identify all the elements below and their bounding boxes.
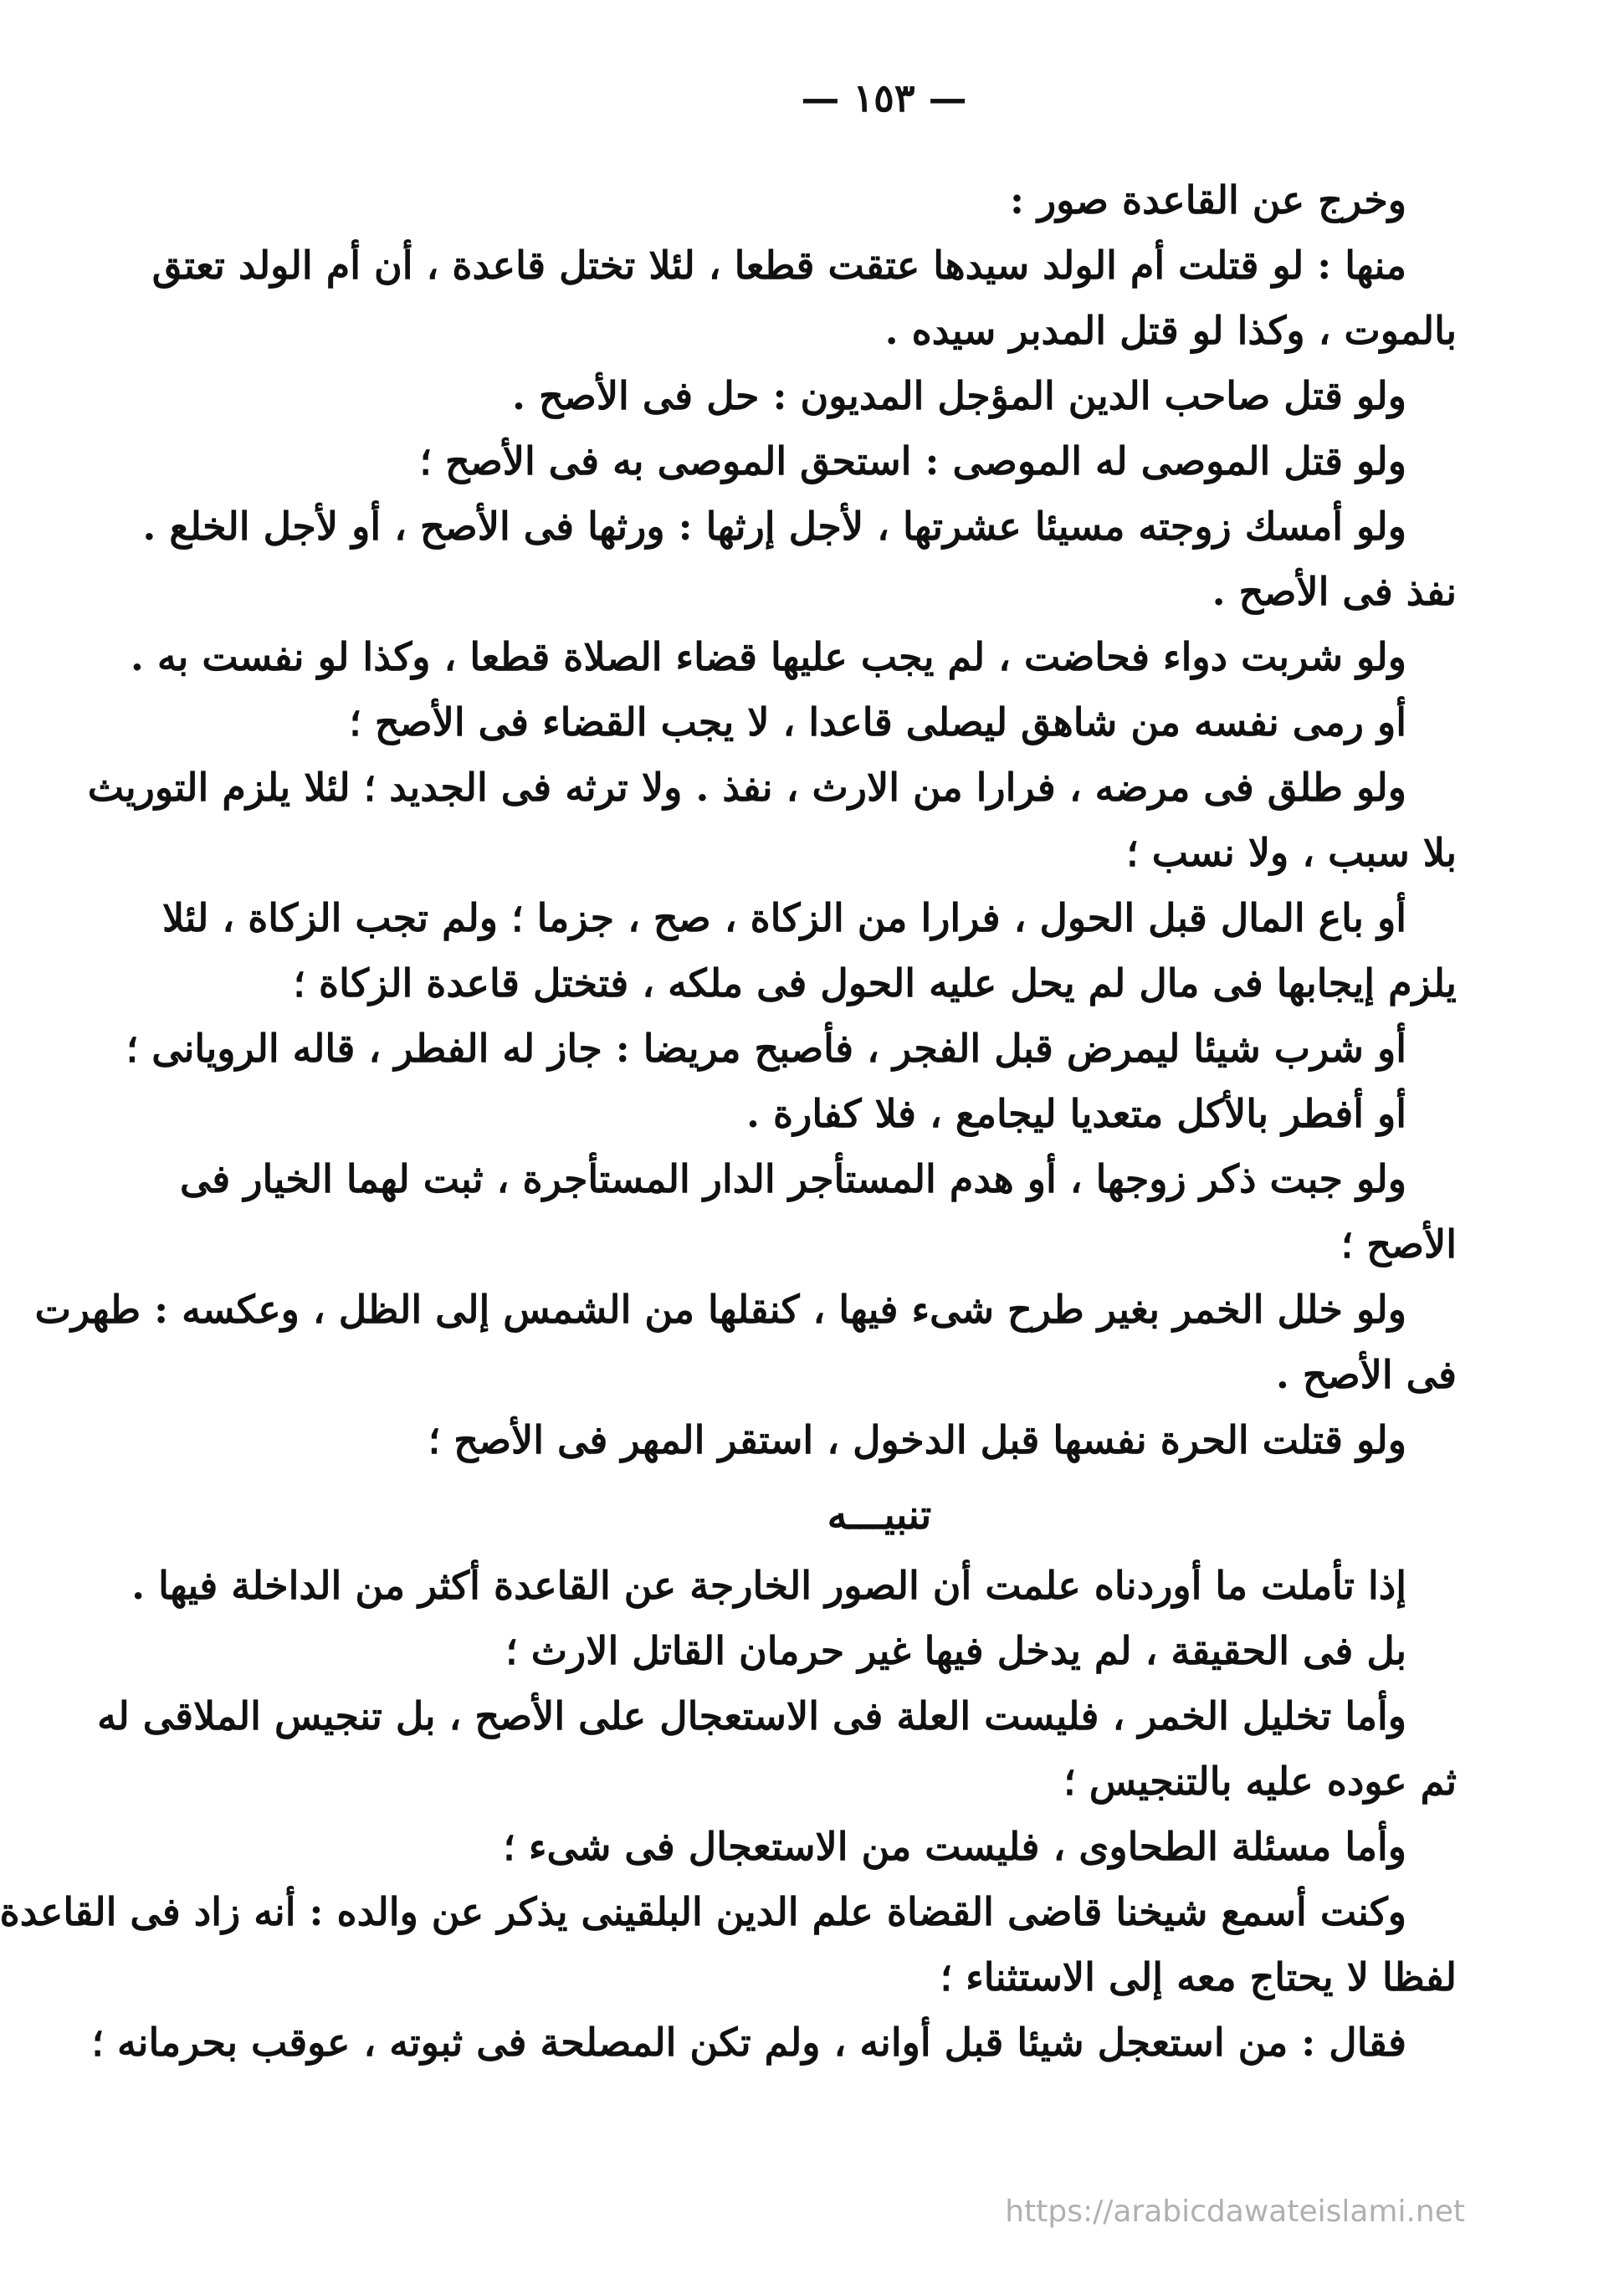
text-line: وكنت أسمع شيخنا قاضى القضاة علم الدين البلقينى يذكر عن والده : أنه زاد فى القاعدة — [0, 1889, 1406, 1934]
text-line: ولو قتلت الحرة نفسها قبل الدخول ، استقر المهر فى الأصح ؛ — [428, 1417, 1406, 1462]
text-line: ثم عوده عليه بالتنجيس ؛ — [1063, 1759, 1457, 1804]
text-line: منها : لو قتلت أم الولد سيدها عتقت قطعا ، لئلا تختل قاعدة ، أن أم الولد تعتق — [151, 243, 1406, 288]
text-line: بلا سبب ، ولا نسب ؛ — [1126, 830, 1457, 875]
text-line: أو باع المال قبل الحول ، فرارا من الزكاة ، صح ، جزما ؛ ولم تجب الزكاة ، لئلا — [161, 895, 1406, 940]
text-line: وأما مسئلة الطحاوى ، فليست من الاستعجال فى شىء ؛ — [503, 1824, 1406, 1869]
text-line: بل فى الحقيقة ، لم يدخل فيها غير حرمان القاتل الارث ؛ — [505, 1628, 1406, 1673]
text-line: إذا تأملت ما أوردناه علمت أن الصور الخارجة عن القاعدة أكثر من الداخلة فيها . — [131, 1563, 1406, 1608]
text-line: ولو قتل الموصى له الموصى : استحق الموصى به فى الأصح ؛ — [419, 438, 1406, 484]
text-line: ولو شربت دواء فحاضت ، لم يجب عليها قضاء الصلاة قطعا ، وكذا لو نفست به . — [130, 634, 1406, 679]
page-number: — ١٥٣ — — [801, 75, 967, 120]
text-line: نفذ فى الأصح . — [1212, 569, 1457, 614]
text-line: وأما تخليل الخمر ، فليست العلة فى الاستعجال على الأصح ، بل تنجيس الملاقى له — [97, 1693, 1406, 1739]
watermark-url: https://arabicdawateislami.net — [1005, 2194, 1465, 2229]
text-line: أو شرب شيئا ليمرض قبل الفجر ، فأصبح مريضا : جاز له الفطر ، قاله الرويانى ؛ — [126, 1026, 1406, 1071]
text-line: وخرج عن القاعدة صور : — [1009, 177, 1406, 223]
text-line: أو أفطر بالأكل متعديا ليجامع ، فلا كفارة . — [746, 1091, 1406, 1136]
text-line: ولو طلق فى مرضه ، فرارا من الارث ، نفذ . ولا ترثه فى الجديد ؛ لئلا يلزم التوريث — [87, 765, 1406, 810]
text-line: ولو أمسك زوجته مسيئا عشرتها ، لأجل إرثها : ورثها فى الأصح ، أو لأجل الخلع . — [142, 504, 1406, 549]
text-line: يلزم إيجابها فى مال لم يحل عليه الحول فى ملكه ، فتختل قاعدة الزكاة ؛ — [293, 960, 1457, 1006]
body-text — [0, 167, 1457, 2075]
section-heading: تنبيـــه — [827, 1492, 932, 1539]
text-line: لفظا لا يحتاج معه إلى الاستثناء ؛ — [940, 1954, 1457, 2000]
text-line: ولو قتل صاحب الدين المؤجل المديون : حل فى الأصح . — [512, 373, 1406, 418]
text-line: فقال : من استعجل شيئا قبل أوانه ، ولم تكن المصلحة فى ثبوته ، عوقب بحرمانه ؛ — [91, 2020, 1406, 2065]
text-line: ولو خلل الخمر بغير طرح شىء فيها ، كنقلها من الشمس إلى الظل ، وعكسه : طهرت — [34, 1287, 1406, 1332]
text-line: بالموت ، وكذا لو قتل المدبر سيده . — [884, 308, 1457, 353]
text-line: أو رمى نفسه من شاهق ليصلى قاعدا ، لا يجب القضاء فى الأصح ؛ — [349, 699, 1406, 745]
text-line: الأصح ؛ — [1340, 1221, 1457, 1267]
text-line: فى الأصح . — [1275, 1352, 1457, 1397]
text-line: ولو جبت ذكر زوجها ، أو هدم المستأجر الدار المستأجرة ، ثبت لهما الخيار فى — [179, 1156, 1406, 1201]
